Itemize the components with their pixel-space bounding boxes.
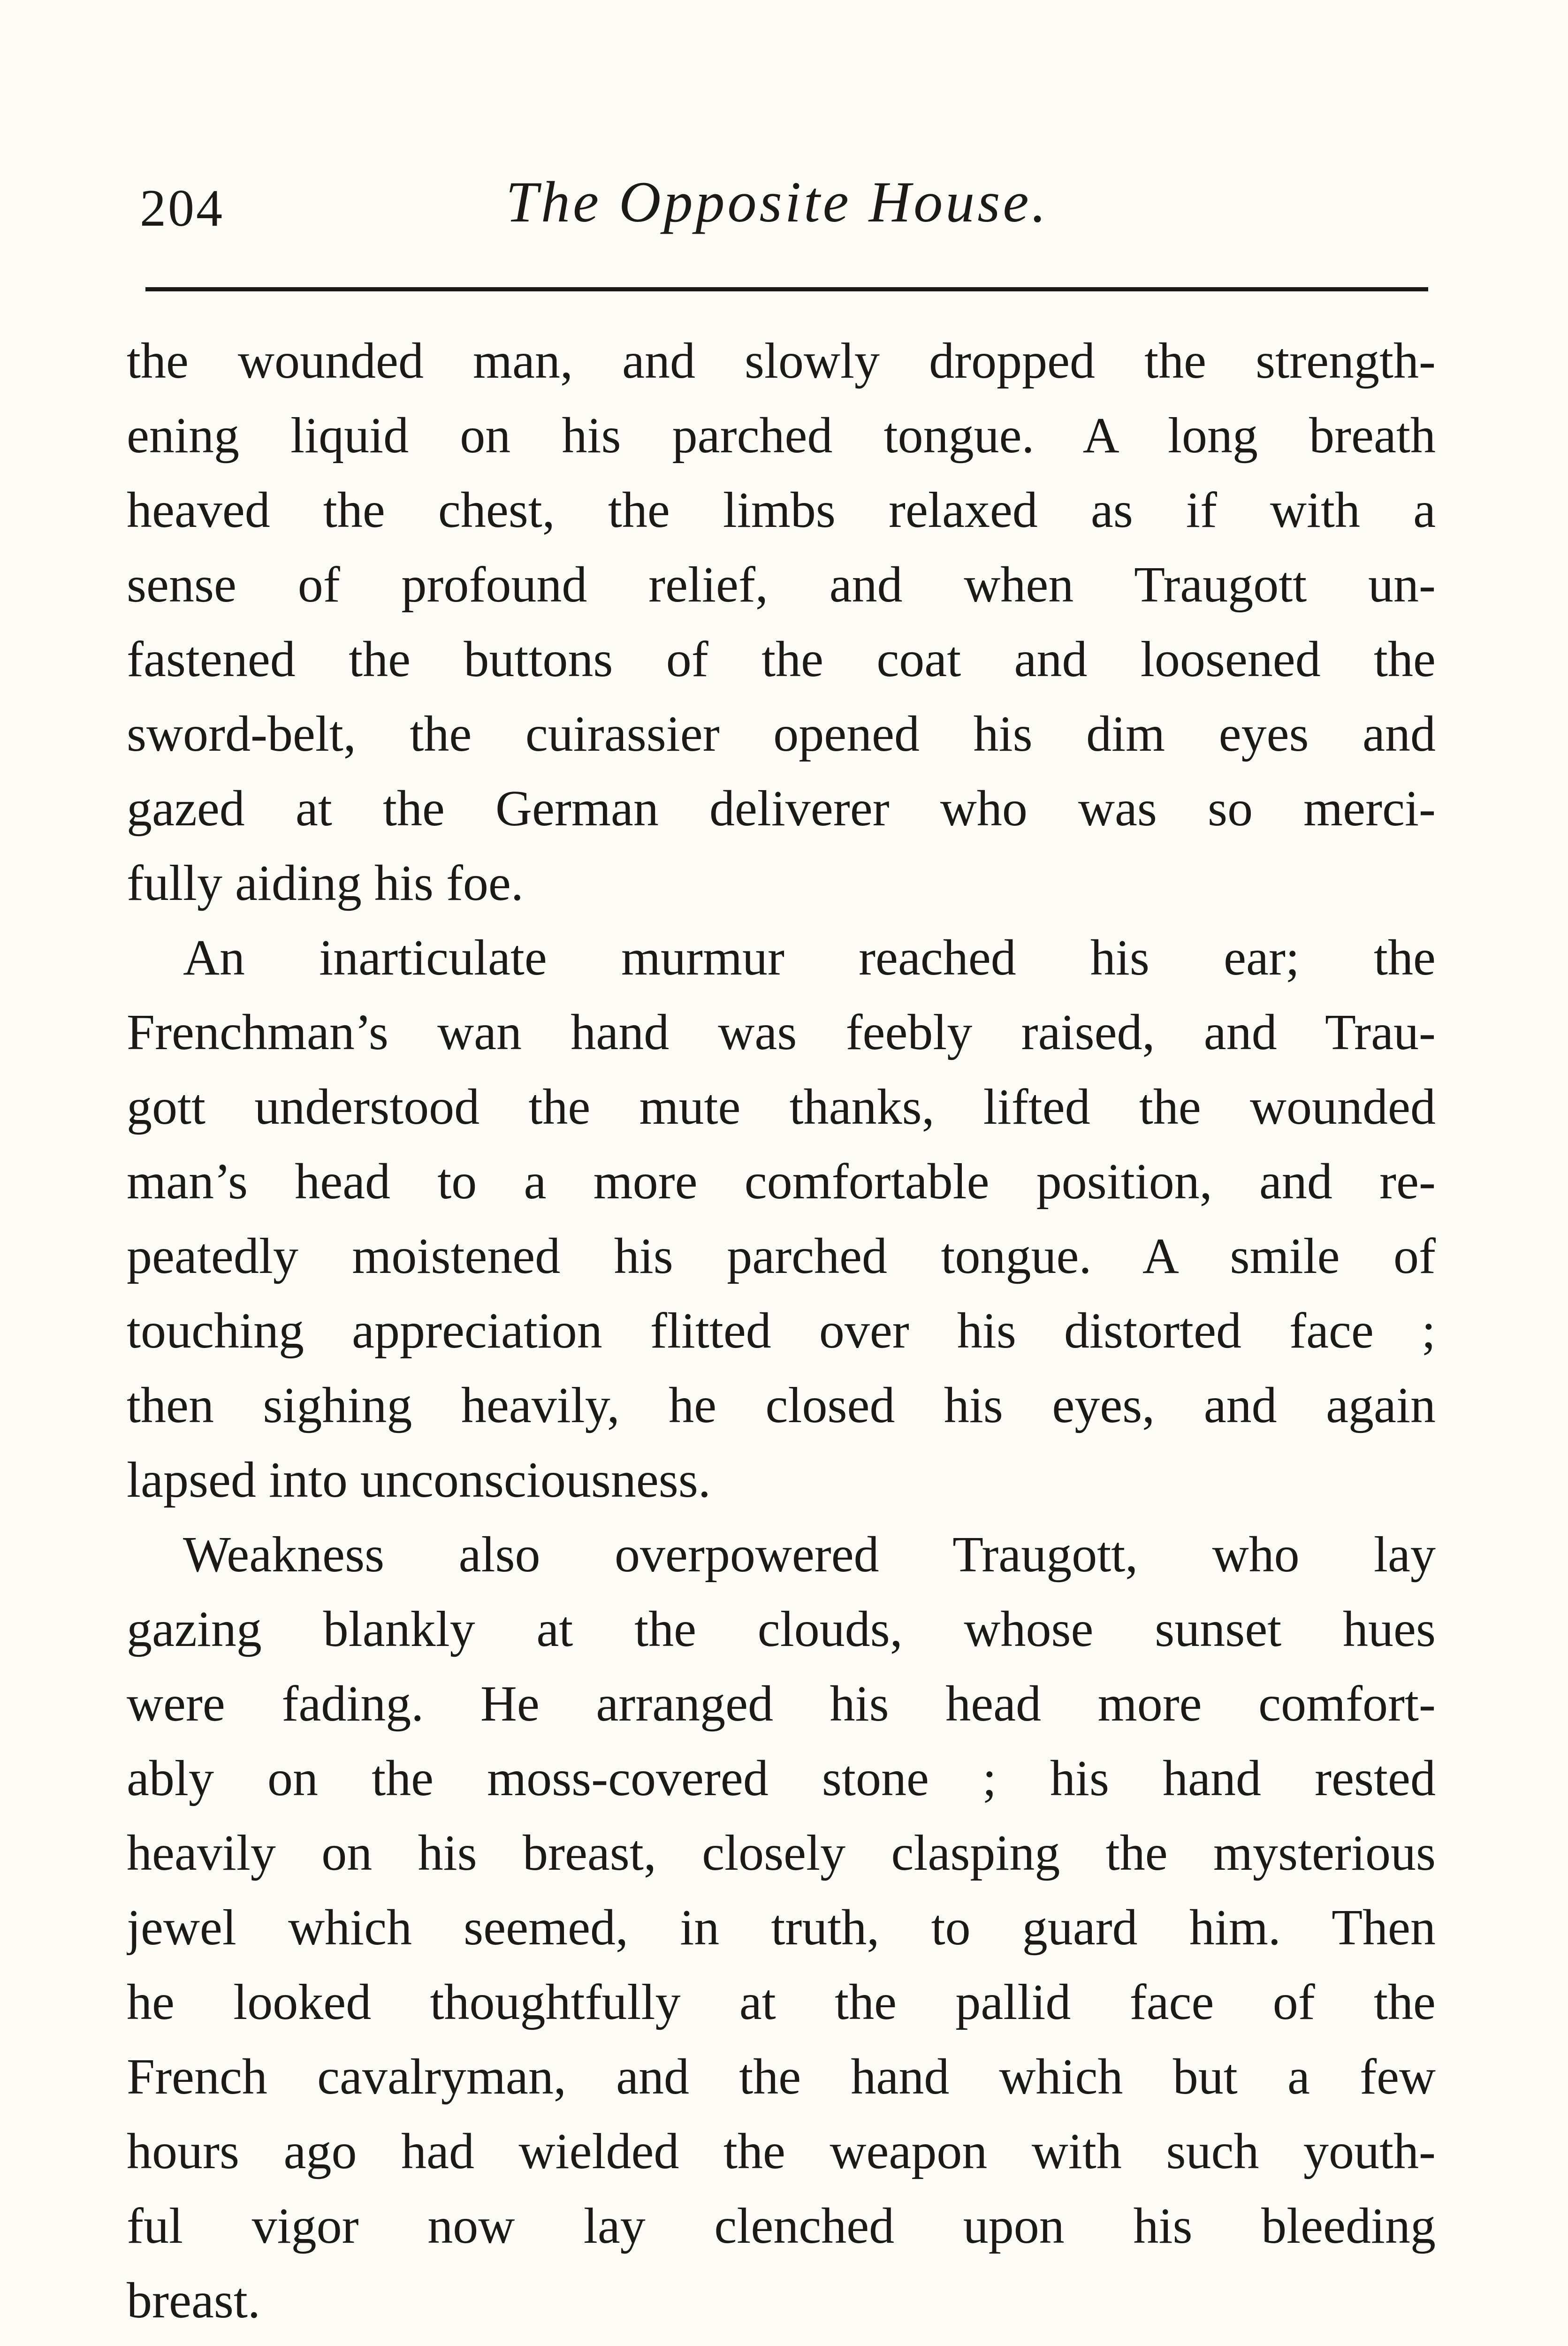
- text-line: ful vigor now lay clenched upon his bleeding: [127, 2198, 1436, 2254]
- text-line: were fading. He arranged his head more comfort-: [127, 1676, 1436, 1732]
- text-line: man’s head to a more comfortable position, and re-: [127, 1154, 1436, 1210]
- text-line: jewel which seemed, in truth, to guard him. Then: [127, 1900, 1436, 1956]
- text-line: gazing blankly at the clouds, whose sunset hues: [127, 1601, 1436, 1657]
- text-line: hours ago had wielded the weapon with such youth-: [127, 2124, 1436, 2179]
- text-line: gott understood the mute thanks, lifted the wounded: [127, 1079, 1436, 1135]
- running-head: [140, 169, 1427, 244]
- paragraph-2: [127, 921, 1436, 1517]
- text-line: the wounded man, and slowly dropped the strength-: [127, 333, 1436, 389]
- body-text: [127, 324, 1436, 2346]
- text-line: heavily on his breast, closely clasping the mysterious: [127, 1825, 1436, 1881]
- text-line: then sighing heavily, he closed his eyes, and again: [127, 1378, 1436, 1433]
- text-line: sense of profound relief, and when Traugott un-: [127, 557, 1436, 613]
- text-line: heaved the chest, the limbs relaxed as if with a: [127, 482, 1436, 538]
- text-line: breast.: [127, 2273, 260, 2329]
- text-line: lapsed into unconsciousness.: [127, 1452, 711, 1508]
- text-line: French cavalryman, and the hand which but a few: [127, 2049, 1436, 2105]
- text-line: An inarticulate murmur reached his ear; the: [183, 930, 1436, 986]
- header-rule: [145, 287, 1428, 291]
- text-line: fully aiding his foe.: [127, 855, 524, 911]
- text-line: [127, 2338, 1436, 2346]
- paragraph-1: [127, 324, 1436, 921]
- text-line: ening liquid on his parched tongue. A long breath: [127, 408, 1436, 464]
- text-line: sword-belt, the cuirassier opened his dim eyes and: [127, 706, 1436, 762]
- running-title: The Opposite House.: [506, 170, 1049, 234]
- page-number: 204: [140, 179, 224, 237]
- paragraph-4: [127, 2338, 1436, 2346]
- text-line: peatedly moistened his parched tongue. A smile of: [127, 1228, 1436, 1284]
- text-line: fastened the buttons of the coat and loosened the: [127, 632, 1436, 687]
- text-line: ably on the moss-covered stone ; his hand rested: [127, 1751, 1436, 1806]
- text-line: gazed at the German deliverer who was so merci-: [127, 781, 1436, 837]
- paragraph-3: [127, 1517, 1436, 2338]
- text-line: touching appreciation flitted over his distorted face ;: [127, 1303, 1436, 1359]
- text-line: he looked thoughtfully at the pallid face of the: [127, 1974, 1436, 2030]
- text-line: Weakness also overpowered Traugott, who lay: [183, 1527, 1436, 1583]
- text-line: Frenchman’s wan hand was feebly raised, and Trau-: [127, 1005, 1436, 1060]
